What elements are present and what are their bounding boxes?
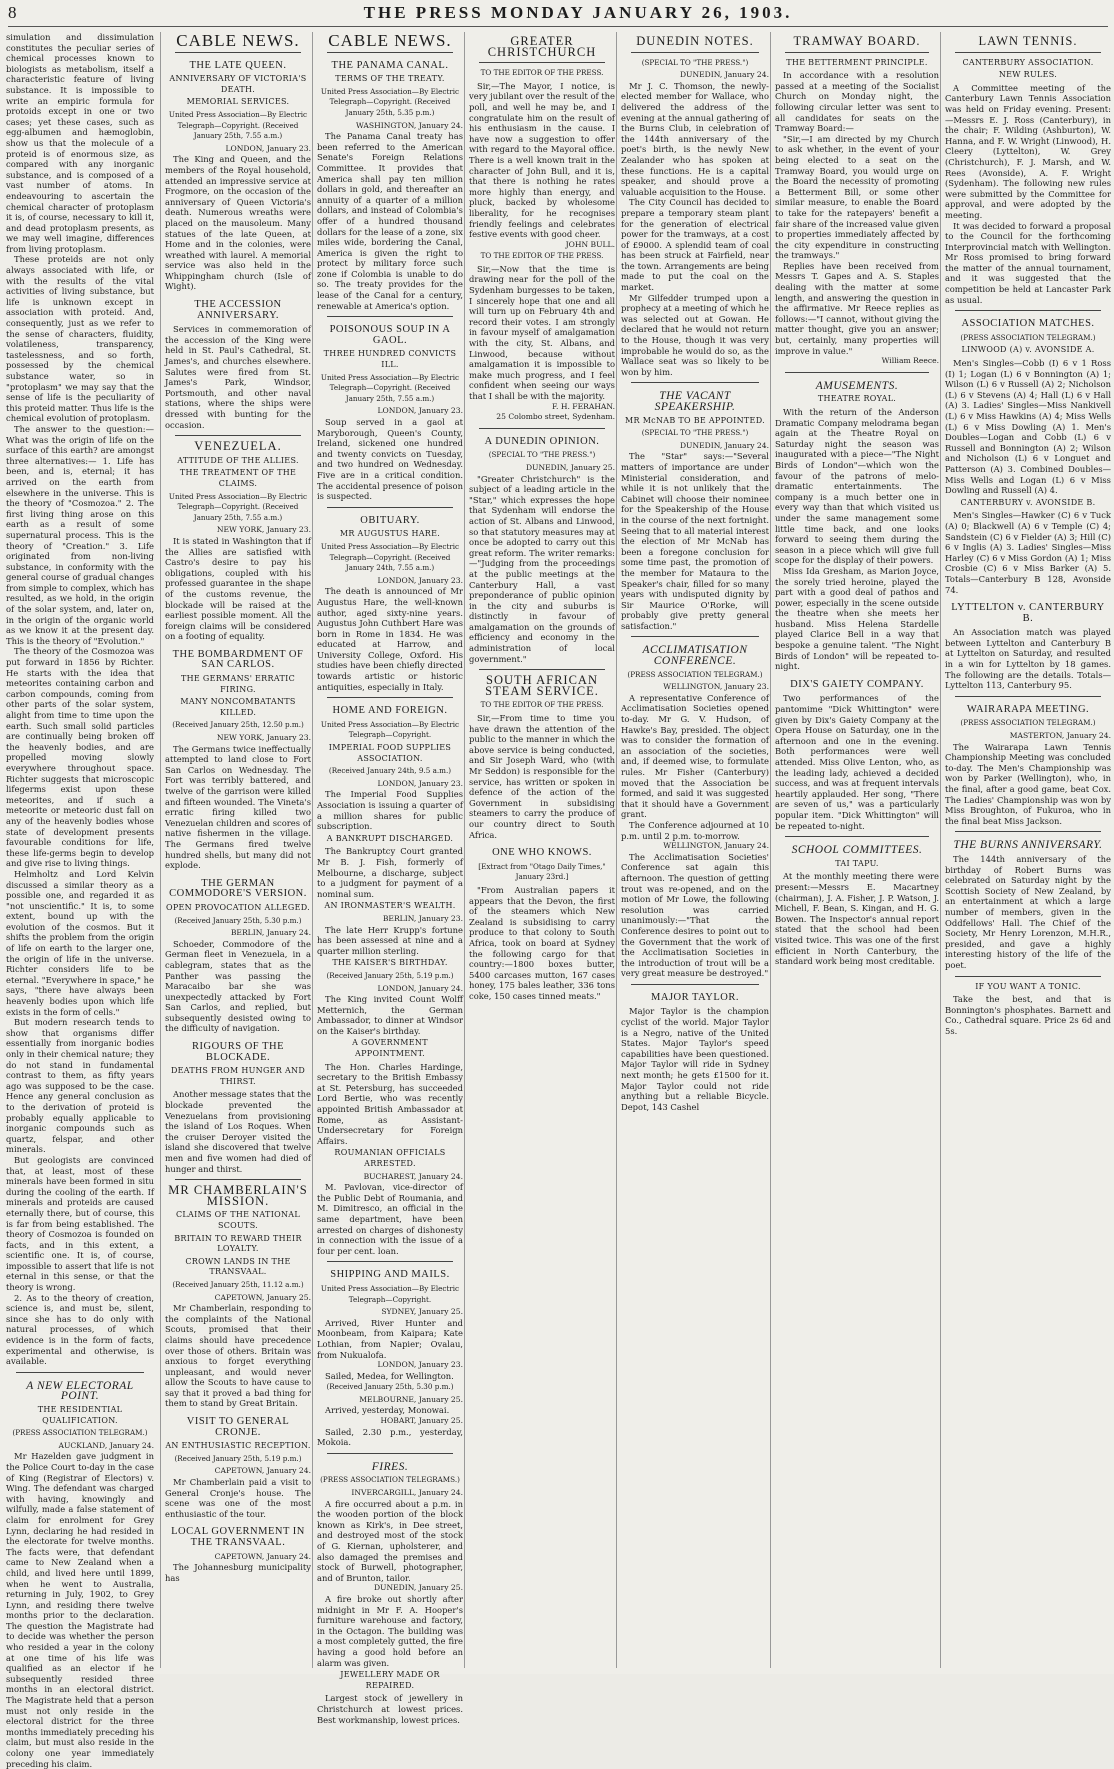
dateline: SYDNEY, January 25. (381, 1307, 463, 1317)
section-title: CABLE NEWS. (176, 31, 300, 50)
article-text: The King and Queen, and the members of the Royal household, attended an impressive service at Frogmore, on the occasion of the anniversary of Queen Victoria's death. Numerous wreaths were placed on the mausoleum. Many statues of the late Queen, at Home and in the colonies, were wreathed with laurel. A memorial service was also held in the Whippingham church (Isle of Wight). (165, 154, 311, 292)
dateline: BUCHAREST, January 24. (363, 1171, 463, 1181)
article-text: Arrived, yesterday, Monowai. (325, 1405, 450, 1416)
dateline: INVERCARGILL, January 24. (351, 1488, 463, 1498)
dateline: WASHINGTON, January 24. (355, 120, 463, 130)
credit-line: (PRESS ASSOCIATION TELEGRAM.) (960, 332, 1096, 342)
credit-line: United Press Association—By Electric Telegraph—Copyright. (320, 1283, 460, 1304)
section-title: TRAMWAY BOARD. (793, 34, 921, 48)
dateline: AUCKLAND, January 24. (58, 1440, 154, 1450)
subheadline: THE RESIDENTIAL QUALIFICATION. (37, 1405, 123, 1425)
dateline: CAPETOWN, January 25. (214, 1292, 311, 1302)
dateline: MASTERTON, January 24. (1009, 731, 1111, 741)
headline: ACCLIMATISATION CONFERENCE. (642, 644, 748, 668)
divider (327, 52, 453, 53)
article-text: The City Council has decided to prepare a temporary steam plant for the generation of electrical power for the tramways, at a cost of £9000. A splendid team of coal has been struck at Fairfield, near the town. Arrangements are being made to put the coal on the market. (621, 197, 769, 293)
dateline: NEW YORK, January 23. (216, 525, 311, 535)
article-text: The Acclimatisation Societies' Conference sat again this afternoon. The question of getting trout was re-opened, and on the motion of Mr Lowe, the following resolution was carried unanimously:—"That the Conference desires to point out to the Government that the work of the Acclimatisation Societies in the introduction of trout will be a very great measure be destroyed." (621, 851, 769, 979)
divider (785, 836, 929, 837)
article-text: These proteids are not only always associated with life, or with the results of the vital activities of living substance, but life is unknown except in association with proteid. And, consequently, just as we refer to the sense of characters, fluidity, volatileness, transparency, tastelessness, and so forth, possessed by the chemical substance water, so in "protoplasm" we may say that the sense of life is the peculiarity of this proteid matter. Thus life is the chemical evolution of protoplasm. (6, 254, 154, 424)
article-text: Two performances of the pantomime "Dick Whittington" were given by Dix's Gaiety Company at the Opera House on Saturday, one in the afternoon and one in the evening. Both performances were well attended. Miss Olive Lenton, who, as the leading lady, achieved a decided success, and was at frequent intervals heartily applauded. Her song, "There are seven of us," was a particularly popular item. "Dick Whittington" will be repeated to-night. (775, 693, 939, 831)
advert-heading: IF YOU WANT A TONIC. (975, 981, 1081, 991)
headline: WAIRARAPA MEETING. (966, 703, 1090, 715)
credit-line: (SPECIAL TO "THE PRESS.") (641, 428, 749, 438)
dateline: LONDON, January 23. (377, 1360, 463, 1370)
divider (631, 636, 759, 637)
credit-line: (Received January 25th, 5.19 p.m.) (326, 970, 454, 980)
dateline: WELLINGTON, January 23. (663, 682, 769, 692)
subheadline: DEATHS FROM HUNGER AND THIRST. (170, 1066, 306, 1086)
divider (327, 316, 453, 317)
article-text: At the monthly meeting there were present:—Messrs E. Macartney (chairman), J. A. Fisher, J. P. Watson, J. Michell, F. Bean, S. Kingan, and H. G. Bowen. The Inspector's annual report stated that the school had been visited twice. This was one of the first efficient in North Canterbury, the standard work being most creditable. (775, 871, 939, 967)
headline: A NEW ELECTORAL POINT. (26, 1379, 134, 1403)
divider (955, 52, 1101, 53)
headline: RIGOURS OF THE BLOCKADE. (192, 1041, 284, 1063)
subheadline: CANTERBURY v. AVONSIDE B. (960, 497, 1096, 507)
subheadline: ROUMANIAN OFFICIALS ARRESTED. (334, 1148, 446, 1168)
divider (175, 1179, 301, 1180)
article-text: A Committee meeting of the Canterbury Lawn Tennis Association was held on Friday evening. Present:—Messrs E. J. Ross (Canterbury), in the chair; F. Wilding (Ashburton), W. Hanna, and F. W. Wright (Linwood), H. Cleery (Lyttelton), W. Grey (Christchurch), F. J. Marsh, and W. Rees (Avonside), A. F. Wright (Sydenham). The following new rules were submitted by the Committee for approval, and were adopted by the meeting. (945, 82, 1111, 220)
credit-line: (PRESS ASSOCIATION TELEGRAM.) (960, 718, 1096, 728)
article-text: The Germans twice ineffectually attempted to land close to Fort San Carlos on Wednesday. The Fort was terribly battered, and twelve of the garrison were killed and fifteen wounded. The Vineta's erratic firing killed two Venezuelan children and scores of native fishermen in the village. The Germans fired twelve hundred shells, but many did not explode. (165, 743, 311, 871)
advert-text: Take the best, and that is Bonnington's phosphates. Barnett and Co., Cathedral square. Price 2s 6d and 5s. (945, 994, 1111, 1036)
article-text: The Johannesburg municipality has (165, 1562, 311, 1583)
headline: SHIPPING AND MAILS. (330, 1269, 450, 1281)
subheadline: ATTITUDE OF THE ALLIES. (177, 455, 299, 465)
article-text: Another message states that the blockade prevented the Venezuelans from provisioning the island of Los Roques. When the cruiser Deroyer visited the island she discovered that twelve men and five women had died of hunger and thirst. (165, 1089, 311, 1174)
article-text: simulation and dissimulation constitutes the peculiar series of chemical processes known to biologists as metabolism, itself a characteristic feature of living substance. It is impossible to write an empiric formula for protoids except in one or two cases; yet these cases, such as egg-albumen and hæmoglobin, show us that the molecule of a proteid is of enormous size, as compared with any inorganic substance, and is composed of a vast number of atoms. In endeavouring to ascertain the chemical character of protoplasm it is, of course, necessary to kill it, and dead protoplasm presents, as we may well imagine, differences from living protoplasm. (6, 32, 154, 254)
credit-line: (SPECIAL TO "THE PRESS.") (488, 450, 596, 460)
divider (327, 1453, 453, 1454)
article-text: Mr Chamberlain paid a visit to General Cronje's house. The scene was one of the most enthusiastic of the tour. (165, 1477, 311, 1519)
article-text: The Hon. Charles Hardinge, secretary to the British Embassy at St. Petersburg, has succeeded Lord Bertie, who was recently appointed British Ambassador at Rome, as Assistant-Undersecretary for Foreign Affairs. (317, 1061, 463, 1146)
article-text: Schoeder, Commodore of the German fleet in Venezuela, in a cablegram, states that as the Panther was passing the Maracaibo bar she was unexpectedly attacked by Fort San Carlos, and replied, but subsequently desisted owing to the difficulty of navigation. (165, 938, 311, 1034)
headline: DIX'S GAIETY COMPANY. (790, 678, 924, 690)
article-text: Sir,—The Mayor, I notice, is very jubilant over the result of the poll, and well he may be, and I congratulate him on the result of his enthusiasm in the cause. I have now a suggestion to offer with regard to the Mayoral office. There is a well known trait in the character of John Bull, and it is, that there is nothing he rates more highly than energy, and pluck, backed by wholesome liberality, for he recognises friendly feelings and celebrates festive events with good cheer. (469, 80, 615, 240)
headline: THE VACANT SPEAKERSHIP. (654, 390, 736, 413)
article-text: The answer to the question:—What was the origin of life on the surface of this earth? are amongst three alternatives:— 1. Life has been, and is, eternal; it has arrived on the earth from elsewhere in the universe. This is the theory of "Cosmozoa." 2. The first living thing arose on this earth as a result of some supernatural process. This is the theory of "Creation." 3. Life originated from non-living substance, in conformity with the general course of gradual changes from simple to complex, which has resulted, as we hold, in the origin of the solar system, and, later on, in the origin of the organic world as we know it at the present day. This is the theory of "Evolution." (6, 423, 154, 646)
headline: SCHOOL COMMITTEES. (791, 844, 923, 857)
headline: MR CHAMBERLAIN'S MISSION. (168, 1183, 308, 1208)
credit-line: (Received January 25th, 5.19 p.m.) (174, 1453, 302, 1463)
credit-line: (PRESS ASSOCIATION TELEGRAMS.) (320, 1475, 460, 1485)
article-text: An Association match was played between Lyttelton and Canterbury B at Lyttelton on Saturday, and resulted in a win for Lyttelton by 18 games. The following are the details. Totals—Lyttelton 113, Canterbury 95. (945, 627, 1111, 691)
article-text: 2. As to the theory of creation, science is, and must be, silent, since she has to do only with natural processes, of which evidence is in the form of facts, experimental and otherwise, is available. (6, 1292, 154, 1367)
credit-line: (Received January 25th, 5.30 p.m.) (174, 915, 302, 925)
dateline: WELLINGTON, January 24. (663, 841, 769, 851)
divider (175, 52, 301, 53)
section-title: CABLE NEWS. (328, 31, 452, 50)
article-text: "From Australian papers it appears that the Devon, the first of the steamers which New Zealand is subsidising to carry produce to that colony to South Africa, took on board at Sydney the following cargo for that country:—1800 boxes butter, 5400 carcases mutton, 167 cases honey, 175 bales leather, 336 tons coke, 150 cases tinned meats." (469, 884, 615, 1001)
divider (955, 976, 1101, 977)
subheadline: A BANKRUPT DISCHARGED. (326, 833, 454, 843)
headline: VISIT TO GENERAL CRONJE. (186, 1416, 290, 1438)
column-6 (770, 32, 939, 1668)
masthead-title: THE PRESS MONDAY JANUARY 26, 1903. (363, 3, 793, 22)
headline: THE BURNS ANNIVERSARY. (953, 839, 1103, 852)
divider (327, 697, 453, 698)
section-title: DUNEDIN NOTES. (636, 34, 754, 48)
subheadline: ANNIVERSARY OF VICTORIA'S DEATH. (169, 74, 307, 94)
column-1 (6, 32, 154, 1769)
article-text: "Greater Christchurch" is the subject of a leading article in the "Star," which expresses the hope that Sydenham will endorse the action of St. Albans and Linwood, so that statutory measures may at once be adopted to carry out this great reform. The writer remarks:—"Judging from the proceedings at the public meetings at the Canterbury Hall, a vast preponderance of public opinion in the city and suburbs is distinctly in favour of amalgamation on the grounds of efficiency and economy in the administration of local government." (469, 473, 615, 664)
dateline: LONDON, January 23. (377, 778, 463, 788)
signature: F. H. FERAHAN. (551, 401, 615, 411)
credit-line: [Extract from "Otago Daily Times," January 23rd.] (478, 861, 606, 882)
subheadline: A GOVERNMENT APPOINTMENT. (352, 1038, 428, 1059)
dateline: MELBOURNE, January 25. (359, 1394, 463, 1404)
headline: MAJOR TAYLOR. (651, 991, 739, 1003)
divider (479, 62, 605, 63)
headline: VENEZUELA. (194, 439, 282, 454)
article-text: Soup served in a gaol at Maryborough, Queen's County, Ireland, sickened one hundred and twenty convicts on Tuesday, and two hundred on Wednesday. Five are in a critical condition. The accidental presence of poison is suspected. (317, 417, 463, 502)
divider (16, 1372, 144, 1373)
article-text: But geologists are convinced that, at least, most of these minerals have been formed in situ during the cooling of the earth. If minerals and proteids are caused eternally there, but of course, this is far from being established. The theory of Cosmozoa is founded on facts, and in this extent, a scientific one. It is, of course, impossible to assert that life is not eternal in this sense, or that the theory is wrong. (6, 1154, 154, 1293)
article-text: Mr Chamberlain, responding to the complaints of the National Scouts, promised that their claims should have precedence over those of others. Britain was anxious to forget everything unpleasant, and would never allow the Scouts to have cause to say that it proved a bad thing for them to stand by Great Britain. (165, 1303, 311, 1409)
dateline: DUNEDIN, January 24. (679, 440, 769, 450)
dateline: LONDON, January 23. (377, 406, 463, 416)
article-text: Replies have been received from Messrs T. Gapes and A. S. Staples dealing with the matter at some length, and answering the question in the affirmative. Mr Reece replies as follows:—"I cannot, without giving the matter thought, give you an answer; but, certainly, many properties will improve in value." (775, 260, 939, 356)
credit-line: (PRESS ASSOCIATION TELEGRAM.) (12, 1428, 148, 1438)
column-7 (940, 32, 1111, 1668)
headline: ASSOCIATION MATCHES. (961, 318, 1095, 330)
subheadline: NEW RULES. (998, 70, 1058, 80)
article-text: It was decided to forward a proposal to the Council for the forthcoming Interprovincial match with Wellington. Mr Ross promised to bring forward the matter of the annual tournament, and it was suggested that the competition be held at Lancaster Park as usual. (945, 220, 1111, 305)
divider (955, 696, 1101, 697)
column-2 (160, 32, 311, 1668)
dateline: DUNEDIN, January 24. (679, 70, 769, 80)
article-text: Men's Singles—Cobb (I) 6 v 1 Ross (I) 1; Logan (L) 6 v Bonnington (A) 1; Wilson (L) 6 v Russell (A) 2; Nicholson (L) 6 v Stevens (A) 4; Hall (L) 6 v Hall (A) 3. Ladies' Singles—Miss Nankivell (L) 6 v Miss Hawkins (A) 4; Miss Wells (L) 6 v Miss Dowling (A) 1. Men's Doubles—Logan and Cobb (L) 6 v Russell and Bonnington (A) 2; Wilson and Nicholson (L) 6 v Longuet and Patterson (A) 3. Combined Doubles—Miss Wells and Logan (L) 6 v Miss Dowling and Russell (A) 4. (945, 358, 1111, 496)
article-text: The 144th anniversary of the birthday of Robert Burns was celebrated on Saturday night by the Scottish Society of New Zealand, by an entertainment at which a large number of members, given in the Oddfellows' Hall. The Chief of the Society, Mr Henry Lorenzon, M.H.R., presided, and gave a highly interesting history of the life of the poet. (945, 853, 1111, 970)
article-text: The theory of the Cosmozoa was put forward in 1856 by Richter. He starts with the idea that meteorites containing carbon and carbon compounds, coming from other parts of the solar system, alight from time to time upon the earth. Such small solid particles are continually being broken off the heavenly bodies, and are propelled moving slowly everywhere throughout space. Richter suggests that microscopic lifegerms exist upon these meteorites, and if such a meteorite or meteoric dust fall on any of the heavenly bodies whose state of development presents favourable conditions for life, these life-germs begin to develop and give rise to living things. (6, 646, 154, 869)
article-text: The Imperial Food Supplies Association is issuing a quarter of a million shares for public subscription. (317, 789, 463, 832)
article-text: Largest stock of jewellery in Christchurch at lowest prices. Best workmanship, lowest prices. (317, 1693, 463, 1725)
subheadline: THREE HUNDRED CONVICTS ILL. (323, 349, 457, 370)
article-text: "Sir,—I am directed by my Church to ask whether, in the event of your being elected to a seat on the Tramway Board, you would urge on the Board the necessity of promoting a Betterment Bill, or some other similar measure, to enable the Board to take for the ratepayers' benefit a fair share of the increased value given to properties immediately affected by the city expenditure in constructing the tramways." (775, 133, 939, 261)
signature: William Reece. (881, 356, 939, 366)
headline: THE LATE QUEEN. (189, 59, 287, 71)
headline: OBITUARY. (360, 514, 420, 526)
subheadline: MR AUGUSTUS HARE. (339, 529, 441, 539)
credit-line: TO THE EDITOR OF THE PRESS. (480, 700, 604, 710)
article-text: A fire occurred about a p.m. in the wooden portion of the block known as Kirk's, in Dee street, and destroyed most of the stock of G. Kiernan, upholsterer, and also damaged the premises and stock of Burwell, photographer, and of Brunton, tailor. (317, 1498, 463, 1583)
subheadline: MANY NONCOMBATANTS KILLED. (180, 697, 296, 717)
divider (479, 669, 605, 670)
signature-address: 25 Colombo street, Sydenham. (496, 412, 615, 422)
section-title: GREATER CHRISTCHURCH (487, 34, 597, 59)
credit-line: United Press Association—By Electric Telegraph—Copyright. (Received January 25th, 7.55 a.m.) (168, 109, 308, 141)
dateline: CAPETOWN, January 24. (214, 1551, 311, 1561)
article-text: Mr Hazelden gave judgment in the Police Court to-day in the case of King (Registrar of Electors) v. Wing. The defendant was charged with having, knowingly and wilfully, made a false statement of claim for enrolment for Grey Lynn, declaring he had resided in the electorate for twelve months. The facts were, that defendant came to New Zealand when a child, and lived here until 1899, when he went to Australia, returning in July, 1902, to Grey Lynn, and residing there twelve months prior to the declaration. The question the Magistrate had to decide was whether the person who resided a year in the colony at one time of his life was qualified as an elector if he subsequently resided three months in an electoral district. The Magistrate held that a person must not only reside in the electoral district for the three months immediately preceding his claim, but must also reside in the colony one year immediately preceding his claim. (6, 1451, 154, 1769)
article-text: Sailed, 2.30 p.m., yesterday, Mokoia. (317, 1426, 463, 1448)
article-text: Major Taylor is the champion cyclist of the world. Major Taylor is a Negro, native of the United States. Major Taylor's speed capabilities have been questioned. Major Taylor will ride in Sydney next month; he gets £1500 for it. Major Taylor could not ride anything but a reliable Bicycle. Depot, 143 Cashel (621, 1006, 769, 1112)
article-text: But modern research tends to show that organisms differ essentially from inorganic bodies only in their chemical nature; they do not stand in fundamental contrast to them, as fifty years ago was supposed to be the case. Hence any general conclusion as to the derivation of proteid is probably equally applicable to inorganic compounds such as quartz, felspar, and other minerals. (6, 1017, 154, 1155)
dateline: LONDON, January 23. (377, 575, 463, 585)
headline: SOUTH AFRICAN STEAM SERVICE. (485, 673, 599, 698)
credit-line: (Received January 25th, 12.50 p.m.) (172, 720, 304, 730)
dateline: DUNEDIN, January 25. (373, 1583, 463, 1593)
headline: LOCAL GOVERNMENT IN THE TRANSVAAL. (171, 1526, 305, 1548)
headline: AMUSEMENTS. (815, 379, 899, 392)
subheadline: CANTERBURY ASSOCIATION. (962, 57, 1094, 67)
credit-line: United Press Association—By Electric Telegraph—Copyright. (Received January 25th, 5.35 p.m.) (320, 86, 460, 117)
article-text: The Conference adjourned at 10 p.m. until 2 p.m. to-morrow. (621, 819, 769, 841)
article-text: Men's Singles—Hawker (C) 6 v Tuck (A) 0; Blackwell (A) 6 v Temple (C) 4; Sandstein (C) 6 v Fielder (A) 3; Hill (C) 6 v Inglis (A) 3. Ladies' Singles—Miss Harley (C) 6 v Miss Gordon (A) 1; Miss Crosbie (C) 6 v Miss Barker (A) 5. Totals—Canterbury B 128, Avonside 74. (945, 510, 1111, 595)
subheadline: AN IRONMASTER'S WEALTH. (324, 901, 456, 911)
credit-line: TO THE EDITOR OF THE PRESS. (480, 68, 604, 78)
page-number: 8 (8, 3, 19, 22)
subheadline: THEATRE ROYAL. (817, 394, 897, 404)
article-text: Mr J. C. Thomson, the newly-elected member for Wallace, who delivered the address of the evening at the annual gathering of the Burns Club, in celebration of the 144th anniversary of the poet's birth, is the newly New Zealander who has spoken at these functions. He is a capital speaker, and should prove a valuable acquisition to the House. (621, 80, 769, 197)
headline: ONE WHO KNOWS. (492, 847, 592, 859)
subheadline: IMPERIAL FOOD SUPPLIES ASSOCIATION. (328, 743, 452, 763)
article-text: Helmholtz and Lord Kelvin discussed a similar theory as a possible one, and regarded it as "not unscientific." It is, to some extent, bound up with the evolution of the cosmos. But it shifts the problem from the origin of life on earth to the larger one, the origin of life in the universe. Richter considers life to be eternal. "Everywhere in space," he says, "there have always been heavenly bodies upon which life exists in the form of cells." (6, 868, 154, 1017)
dateline: NEW YORK, January 23. (216, 733, 311, 743)
column-4 (464, 32, 615, 1668)
divider (631, 984, 759, 985)
article-text: The Panama Canal treaty has been referred to the American Senate's Foreign Relations Committee. It provides that America shall pay ten million dollars in gold, and thereafter an annuity of a quarter of a million dollars, and instead of Colombia's offer of a hundred thousand dollars for the lease of a zone, six miles wide, bordering the Canal, America is given the right to protect by military force such zone if Colombia is unable to do so. The treaty provides for the lease of the Canal for a century, renewable at America's option. (317, 131, 463, 311)
article-text: Miss Ida Gresham, as Marion Joyce, the sorely tried heroine, played the part with a good deal of pathos and power, especially in the scene outside the theatre when she meets her husband. Miss Helena Stardelle played Clarice Bell in a way that bespoke a genuine talent. "The Night Birds of London" will be repeated to-night. (775, 565, 939, 672)
divider (327, 1261, 453, 1262)
masthead (8, 0, 1108, 27)
headline: THE GERMAN COMMODORE'S VERSION. (169, 877, 307, 900)
subheadline: MEMORIAL SERVICES. (186, 97, 290, 107)
credit-line: United Press Association—By Electric Telegraph—Copyright. (320, 719, 460, 740)
article-text: Services in commemoration of the accession of the King were held in St. Paul's Cathedral, St. James's, and churches elsewhere. Salutes were fired from St. James's Park, Windsor, Portsmouth, and other naval stations, where the ships were dressed with bunting for the occasion. (165, 324, 311, 430)
dateline: BERLIN, January 23. (382, 913, 463, 923)
credit-line: (Received January 24th, 9.5 a.m.) (328, 766, 452, 776)
subheadline: AN ENTHUSIASTIC RECEPTION. (165, 1441, 311, 1451)
article-text: A fire broke out shortly after midnight in Mr F. A. Hooper's furniture warehouse and factory, in the Octagon. The building was a most completely gutted, the fire having a good hold before an alarm was given. (317, 1593, 463, 1668)
article-text: The King invited Count Wolff Metternich, the German Ambassador, to dinner at Windsor on the Kaiser's birthday. (317, 994, 463, 1036)
article-text: Sir,—From time to time you have drawn the attention of the public to the manner in which the above service is being conducted, and Sir Joseph Ward, who (with Mr Seddon) is responsible for the service, has written or spoken in defence of the action of the Government in subsidising steamers to carry the produce of our country direct to South Africa. (469, 713, 615, 840)
article-text: The death is announced of Mr Augustus Hare, the well-known author, aged sixty-nine years. Augustus John Cuthbert Hare was born in Rome in 1834. He was educated at Harrow, and University College, Oxford. His studies have been chiefly directed towards artistic or historic antiquities, especially in Italy. (317, 586, 463, 692)
subheadline: THE BETTERMENT PRINCIPLE. (786, 57, 928, 67)
divider (479, 428, 605, 429)
article-text: With the return of the Anderson Dramatic Company melodrama began again at the Theatre Royal on Saturday night the season was inaugurated with a piece—"The Night Birds of London"—which won the favour of the patrons of melo-dramatic entertainments. The company is a much better one in every way than that which visited us under the same management some little time back, and one looks forward to seeing them during the season in a piece which will give full scope for the display of their powers. (775, 407, 939, 566)
article-text: Sailed, Medea, for Wellington. (325, 1370, 454, 1381)
subheadline: CLAIMS OF THE NATIONAL SCOUTS. (175, 1210, 301, 1230)
dateline: BERLIN, January 24. (230, 928, 311, 938)
article-text: It is stated in Washington that if the Allies are satisfied with Castro's desire to pay his obligations, coupled with his professed guarantee in the shape of the customs revenue, the blockade will be raised at the earliest possible moment. All the foreign claims will be considered on a footing of equality. (165, 535, 311, 642)
divider (175, 435, 301, 436)
article-text: M. Pavlovan, vice-director of the Public Debt of Roumania, and M. Dimitresco, an official in the same department, have been arrested on charges of dishonesty in connection with the issue of a four per cent. loan. (317, 1182, 463, 1256)
headline: POISONOUS SOUP IN A GAOL. (329, 324, 451, 346)
article-text: A representative Conference of Acclimatisation Societies opened to-day. Mr G. V. Hudson, of Hawke's Bay, presided. The object was to consider the formation of an association of the societies, and, if deemed wise, to formulate rules. Mr Fisher (Canterbury) moved that the Association be formed, and said it was suggested that it should have a Government grant. (621, 692, 769, 820)
subheadline: THE GERMANS' ERRATIC FIRING. (181, 674, 295, 694)
subheadline: LINWOOD (A) v. AVONSIDE A. (961, 345, 1095, 355)
article-text: Sir,—Now that the time is drawing near for the poll of the Sydenham burgesses to be taken, I sincerely hope that one and all will turn up on February 4th and record their votes. I am strongly in favour myself of amalgamation with the city, St. Albans, and Linwood, because without amalgamation it is impossible to make much progress, and I feel confident when seeing our ways that I shall be with the majority. (469, 263, 615, 401)
credit-line: (SPECIAL TO "THE PRESS.") (641, 57, 749, 67)
divider (785, 52, 929, 53)
credit-line: TO THE EDITOR OF THE PRESS. (480, 251, 604, 261)
credit-line: United Press Association—By Electric Telegraph—Copyright. (Received January 24th, 7.55 a.m.) (320, 541, 460, 573)
headline: THE ACCESSION ANNIVERSARY. (194, 299, 282, 321)
credit-line: (Received January 25th, 5.30 p.m.) (326, 1382, 454, 1392)
dateline: CAPETOWN, January 24. (214, 1466, 311, 1476)
subheadline: THE KAISER'S BIRTHDAY. (332, 958, 448, 968)
subheadline: THE TREATMENT OF THE CLAIMS. (179, 468, 297, 488)
dateline: LONDON, January 23. (225, 143, 311, 153)
article-text: In accordance with a resolution passed at a meeting of the Socialist Church on Monday night, the following circular letter was sent to all candidates for seats on the Tramway Board:— (775, 70, 939, 134)
signature: JOHN BULL. (565, 239, 615, 249)
subheadline: OPEN PROVOCATION ALLEGED. (165, 902, 311, 912)
headline: HOME AND FOREIGN. (332, 705, 448, 717)
credit-line: (PRESS ASSOCIATION TELEGRAM.) (627, 669, 763, 679)
article-text: The "Star" says:—"Several matters of importance are under Ministerial consideration, and while it is not unlikely that the Cabinet will choose their nominee for the Speakership of the House in the course of the next fortnight. Seeing that to all material interest the election of Mr McNab has been a foregone conclusion for some time past, the promotion of the member for Mataura to the Speaker's chair, filled for so many years with undisputed dignity by Sir Maurice O'Rorke, will probably give pretty general satisfaction." (621, 451, 769, 631)
subheadline: TERMS OF THE TREATY. (335, 74, 445, 84)
dateline: HOBART, January 25. (380, 1416, 463, 1426)
article-text: The late Herr Krupp's fortune has been assessed at nine and a quarter million sterling. (317, 924, 463, 956)
headline: LYTTELTON v. CANTERBURY B. (951, 602, 1105, 624)
column-3 (312, 31, 463, 1725)
headline: A DUNEDIN OPINION. (484, 435, 600, 447)
section-title: LAWN TENNIS. (978, 34, 1078, 48)
subheadline: BRITAIN TO REWARD THEIR LOYALTY. (174, 1233, 302, 1254)
dateline: DUNEDIN, January 25. (525, 462, 615, 472)
headline: THE PANAMA CANAL. (331, 59, 449, 71)
article-text: Arrived, River Hunter and Moonbeam, from Kaipara; Kate Lothian, from Napier; Ovalau, from Nukualofa. (317, 1317, 463, 1360)
subheadline: CROWN LANDS IN THE TRANSVAAL. (185, 1256, 291, 1277)
credit-line: United Press Association—By Electric Telegraph—Copyright. (Received January 25th, 7.55 a.m.) (320, 372, 460, 403)
divider (955, 831, 1101, 832)
credit-line: United Press Association—By Electric Telegraph—Copyright. (Received January 25th, 7.55 a.m.) (168, 491, 308, 522)
divider (631, 382, 759, 383)
subheadline: TAI TAPU. (835, 858, 879, 868)
divider (327, 507, 453, 508)
divider (785, 372, 929, 373)
subheadline: JEWELLERY MADE OR REPAIRED. (340, 1670, 440, 1690)
headline: THE BOMBARDMENT OF SAN CARLOS. (172, 648, 304, 671)
article-text: Mr Gilfedder trumped upon a prophecy at a meeting of which he was selected out at Gowan. He declared that he would not return to the House, though it was very improbable he would do so, as the Wallace seat was so likely to be won by him. (621, 292, 769, 377)
divider (955, 310, 1101, 311)
subheadline: MR McNAB TO BE APPOINTED. (625, 415, 765, 425)
headline: FIRES. (371, 1460, 409, 1473)
article-text: The Bankruptcy Court granted Mr B. J. Fish, formerly of Melbourne, a discharge, subject to a judgment for payment of a nominal sum. (317, 846, 463, 899)
column-5 (616, 32, 769, 1668)
article-text: The Wairarapa Lawn Tennis Championship Meeting was concluded to-day. The Men's Championship was won by Parker (Wellington), who, in the final, after a good game, beat Cox. The Ladies' Championship was won by Miss Broughton, of Fukuroa, who in the final beat Miss Jackson. (945, 741, 1111, 826)
divider (631, 52, 759, 53)
credit-line: (Received January 25th, 11.12 a.m.) (172, 1279, 304, 1289)
dateline: LONDON, January 24. (377, 983, 463, 993)
